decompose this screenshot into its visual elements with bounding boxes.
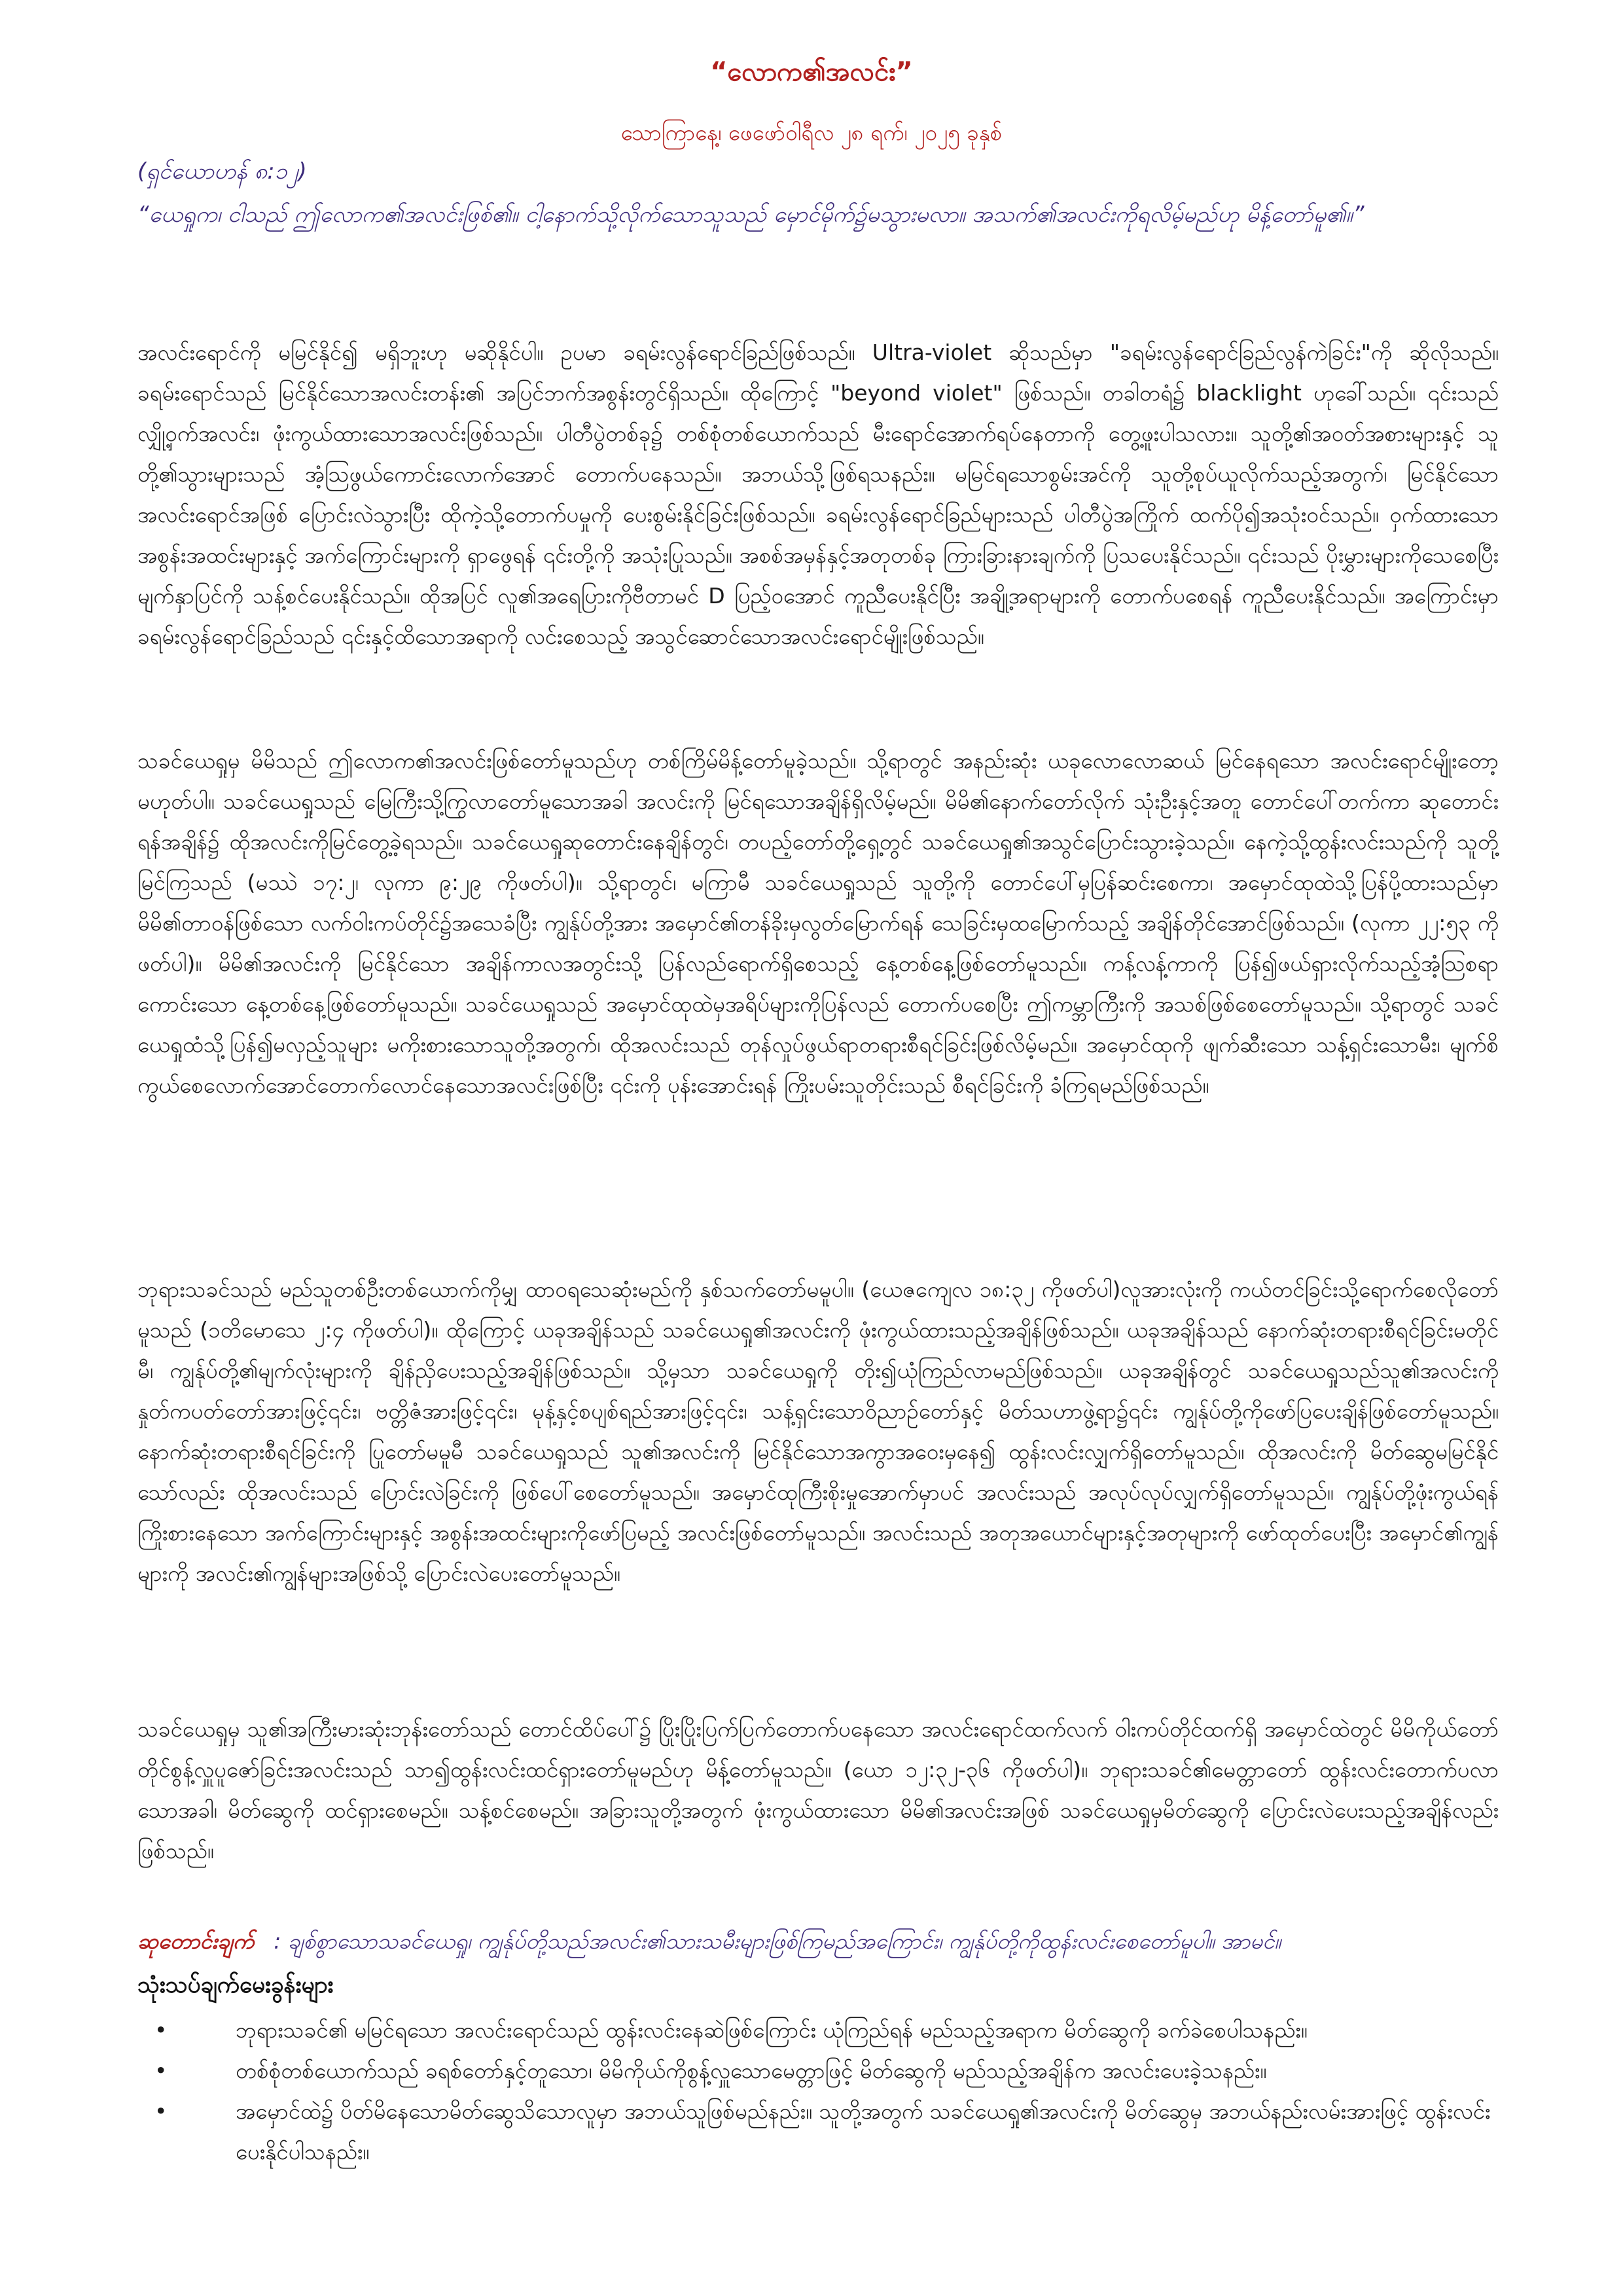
question-text: အမှောင်ထဲ၌ ပိတ်မိနေသောမိတ်ဆွေသိသောလူမှာ အဘယ်သူဖြစ်မည်နည်း။ သူတို့အတွက် သခင်ယေရှု၏အလင်းကို မိတ်ဆွေမှ အဘယ်နည်းလမ်းအားဖြင့် ထွန်းလင်းပေးနိုင်ပါသနည်း။ xyxy=(236,2098,1491,2164)
date-line: သောကြာနေ့၊ ဖေဖော်ဝါရီလ ၂၈ ရက်၊ ၂၀၂၅ ခုနှစ် xyxy=(620,120,1003,145)
scripture-reference: (ရှင်ယောဟန် ၈:၁၂) xyxy=(137,158,307,185)
body-paragraph-2: သခင်ယေရှုမှ မိမိသည် ဤလောက၏အလင်းဖြစ်တော်မူသည်ဟု တစ်ကြိမ်မိန့်တော်မူခဲ့သည်။ သို့ရာတွင် အနည်းဆုံး ယခုလောလောဆယ် မြင်နေရသော အလင်းရောင်မျိုးတော့ မဟုတ်ပါ။ သခင်ယေရှုသည် မြေကြီးသို့ကြွလာတော်မူသောအခါ အလင်းကို မြင်ရသောအချိန်ရှိလိမ့်မည်။ မိမိ၏နောက်တော်လိုက် သုံးဦးနှင့်အတူ တောင်ပေါ်တက်ကာ ဆုတောင်းရန်အချိန်၌ ထိုအလင်းကိုမြင်တွေ့ခဲ့ရသည်။ သခင်ယေရှုဆုတောင်းနေချိန်တွင်၊ တပည့်တော်တို့ရှေ့တွင် သခင်ယေရှု၏အသွင်ပြောင်းသွားခဲ့သည်။ နေကဲ့သို့ထွန်းလင်းသည်ကို သူတို့မြင်ကြသည် (မဿဲ ၁၇:၂၊ လုကာ ၉:၂၉ ကိုဖတ်ပါ)။ သို့ရာတွင်၊ မကြာမီ သခင်ယေရှုသည် သူတို့ကို တောင်ပေါ်မှပြန်ဆင်းစေကာ၊ အမှောင်ထုထဲသို့ပြန်ပို့ထားသည်မှာ မိမိ၏တာဝန်ဖြစ်သော လက်ဝါးကပ်တိုင်၌အသေခံပြီး ကျွန်ုပ်တို့အား အမှောင်၏တန်ခိုးမှလွတ်မြောက်ရန် သေခြင်းမှထမြောက်သည့် အချိန်တိုင်အောင်ဖြစ်သည်။ (လုကာ ၂၂:၅၃ ကိုဖတ်ပါ)။ မိမိ၏အလင်းကို မြင်နိုင်သော အချိန်ကာလအတွင်းသို့ ပြန်လည်ရောက်ရှိစေသည့် နေ့တစ်နေ့ဖြစ်တော်မူသည်။ ကန့်လန့်ကာကို ပြန်၍ဖယ်ရှားလိုက်သည့်အံ့သြစရာကောင်းသော နေ့တစ်နေ့ဖြစ်တော်မူသည်။ သခင်ယေရှုသည် အမှောင်ထုထဲမှအရိပ်များကိုပြန်လည် တောက်ပစေပြီး ဤကမ္ဘာကြီးကို အသစ်ဖြစ်စေတော်မူသည်။ သို့ရာတွင် သခင်ယေရှုထံသို့ပြန်၍မလှည့်သူများ မကိုးစားသောသူတို့အတွက်၊ ထိုအလင်းသည် တုန်လှုပ်ဖွယ်ရာတရားစီရင်ခြင်းဖြစ်လိမ့်မည်။ အမှောင်ထုကို ဖျက်ဆီးသော သန့်ရှင်းသောမီး၊ မျက်စိကွယ်စေလောက်အောင်တောက်လောင်နေသောအလင်းဖြစ်ပြီး ၎င်းကို ပုန်းအောင်းရန် ကြိုးပမ်းသူတိုင်းသည် စီရင်ခြင်းကို ခံကြရမည်ဖြစ်သည်။ xyxy=(137,748,1499,1098)
bullet-icon: • xyxy=(154,2058,168,2083)
list-item xyxy=(137,2010,1499,2051)
prayer-label: ဆုတောင်းချက် xyxy=(137,1928,255,1954)
bullet-icon: • xyxy=(154,2098,168,2124)
page-title: “လောက၏အလင်း” xyxy=(710,57,913,87)
question-text: တစ်စုံတစ်ယောက်သည် ခရစ်တော်နှင့်တူသော၊ မိမိကိုယ်ကိုစွန့်လှူသောမေတ္တာဖြင့် မိတ်ဆွေကို မည်သည့်အချိန်က အလင်းပေးခဲ့သနည်း။ xyxy=(236,2058,1267,2083)
reflection-heading: သုံးသပ်ချက်မေးခွန်းများ xyxy=(137,1972,334,1998)
question-text: ဘုရားသခင်၏ မမြင်ရသော အလင်းရောင်သည် ထွန်းလင်းနေဆဲဖြစ်ကြောင်း ယုံကြည်ရန် မည်သည့်အရာက မိတ်ဆွေကို ခက်ခဲစေပါသနည်း။ xyxy=(236,2017,1308,2043)
list-item xyxy=(137,2091,1499,2172)
body-paragraph-4: သခင်ယေရှုမှ သူ၏အကြီးမားဆုံးဘုန်းတော်သည် တောင်ထိပ်ပေါ်၌ ပြိုးပြိုးပြက်ပြက်တောက်ပနေသော အလင်းရောင်ထက်လက် ဝါးကပ်တိုင်ထက်ရှိ အမှောင်ထဲတွင် မိမိကိုယ်တော်တိုင်စွန့်လှူပူဇော်ခြင်းအလင်းသည် သာ၍ထွန်းလင်းထင်ရှားတော်မူမည်ဟု မိန့်တော်မူသည်။ (ယော ၁၂:၃၂-၃၆ ကိုဖတ်ပါ)။ ဘုရားသခင်၏မေတ္တာတော် ထွန်းလင်းတောက်ပလာသောအခါ၊ မိတ်ဆွေကို ထင်ရှားစေမည်။ သန့်စင်စေမည်။ အခြားသူတို့အတွက် ဖုံးကွယ်ထားသော မိမိ၏အလင်းအဖြစ် သခင်ယေရှုမှမိတ်ဆွေကို ပြောင်းလဲပေးသည့်အချိန်လည်းဖြစ်သည်။ xyxy=(137,1716,1499,1863)
list-item xyxy=(137,2051,1499,2091)
prayer-block xyxy=(137,1921,1499,1962)
prayer-text: : ချစ်စွာသောသခင်ယေရှု၊ ကျွန်ုပ်တို့သည်အလင်း၏သားသမီးများဖြစ်ကြမည်အကြောင်း၊ ကျွန်ုပ်တို့ကိုထွန်းလင်းစေတော်မူပါ။ အာမင်။ xyxy=(274,1928,1281,1954)
scripture-verse: “ယေရှုက၊ ငါသည် ဤလောက၏အလင်းဖြစ်၏။ ငါ့နောက်သို့လိုက်သောသူသည် မှောင်မိုက်၌မသွားမလာ။ အသက်၏အလင်းကိုရလိမ့်မည်ဟု မိန့်တော်မူ၏။” xyxy=(137,202,1364,228)
body-paragraph-1: အလင်းရောင်ကို မမြင်နိုင်၍ မရှိဘူးဟု မဆိုနိုင်ပါ။ ဥပမာ ခရမ်းလွန်ရောင်ခြည်ဖြစ်သည်။ Ultra-violet ဆိုသည်မှာ "ခရမ်းလွန်ရောင်ခြည်လွန်ကဲခြင်း"ကို ဆိုလိုသည်။ ခရမ်းရောင်သည် မြင်နိုင်သောအလင်းတန်း၏ အပြင်ဘက်အစွန်းတွင်ရှိသည်။ ထိုကြောင့် "beyond violet" ဖြစ်သည်။ တခါတရံ၌ blacklight ဟုခေါ်သည်။ ၎င်းသည် လျှို့ဝှက်အလင်း၊ ဖုံးကွယ်ထားသောအလင်းဖြစ်သည်။ ပါတီပွဲတစ်ခု၌ တစ်စုံတစ်ယောက်သည် မီးရောင်အောက်ရပ်နေတာကို တွေ့ဖူးပါသလား။ သူတို့၏အဝတ်အစားများနှင့် သူတို့၏သွားများသည် အံ့သြဖွယ်ကောင်းလောက်အောင် တောက်ပနေသည်။ အဘယ်သို့ဖြစ်ရသနည်း။ မမြင်ရသောစွမ်းအင်ကို သူတို့စုပ်ယူလိုက်သည့်အတွက်၊ မြင်နိုင်သောအလင်းရောင်အဖြစ် ပြောင်းလဲသွားပြီး ထိုကဲ့သို့တောက်ပမှုကို ပေးစွမ်းနိုင်ခြင်းဖြစ်သည်။ ခရမ်းလွန်ရောင်ခြည်များသည် ပါတီပွဲအကြိုက် ထက်ပို၍အသုံးဝင်သည်။ ဝှက်ထားသောအစွန်းအထင်းများနှင့် အက်ကြောင်းများကို ရှာဖွေရန် ၎င်းတို့ကို အသုံးပြုသည်။ အစစ်အမှန်နှင့်အတုတစ်ခု ကြားခြားနားချက်ကို ပြသပေးနိုင်သည်။ ၎င်းသည် ပိုးမွှားများကိုသေစေပြီး မျက်နှာပြင်ကို သန့်စင်ပေးနိုင်သည်။ ထိုအပြင် လူ၏အရေပြားကိုဗီတာမင် D ပြည့်ဝအောင် ကူညီပေးနိုင်ပြီး အချို့အရာများကို တောက်ပစေရန် ကူညီပေးနိုင်သည်။ အကြောင်းမှာ ခရမ်းလွန်ရောင်ခြည်သည် ၎င်းနှင့်ထိသောအရာကို လင်းစေသည့် အသွင်ဆောင်သောအလင်းရောင်မျိုးဖြစ်သည်။ xyxy=(137,340,1499,649)
bullet-icon: • xyxy=(154,2017,168,2043)
body-paragraph-3: ဘုရားသခင်သည် မည်သူတစ်ဦးတစ်ယောက်ကိုမျှ ထာဝရသေဆုံးမည်ကို နှစ်သက်တော်မမူပါ။ (ယေဇကျေလ ၁၈:၃၂ ကိုဖတ်ပါ)လူအားလုံးကို ကယ်တင်ခြင်းသို့ရောက်စေလိုတော်မူသည် (၁တိမောသေ ၂:၄ ကိုဖတ်ပါ)။ ထိုကြောင့် ယခုအချိန်သည် သခင်ယေရှု၏အလင်းကို ဖုံးကွယ်ထားသည့်အချိန်ဖြစ်သည်။ ယခုအချိန်သည် နောက်ဆုံးတရားစီရင်ခြင်းမတိုင်မီ၊ ကျွန်ုပ်တို့၏မျက်လုံးများကို ချိန်ညှိပေးသည့်အချိန်ဖြစ်သည်။ သို့မှသာ သခင်ယေရှုကို တိုး၍ယုံကြည်လာမည်ဖြစ်သည်။ ယခုအချိန်တွင် သခင်ယေရှုသည်သူ၏အလင်းကို နှုတ်ကပတ်တော်အားဖြင့်၎င်း၊ ဗတ္တိဇံအားဖြင့်၎င်း၊ မုန့်နှင့်စပျစ်ရည်အားဖြင့်၎င်း၊ သန့်ရှင်းသောဝိညာဉ်တော်နှင့် မိတ်သဟာဖွဲ့ရာ၌၎င်း ကျွန်ုပ်တို့ကိုဖော်ပြပေးချိန်ဖြစ်တော်မူသည်။ နောက်ဆုံးတရားစီရင်ခြင်းကို ပြုတော်မမူမီ သခင်ယေရှုသည် သူ၏အလင်းကို မြင်နိုင်သောအကွာအဝေးမှနေ၍ ထွန်းလင်းလျှက်ရှိတော်မူသည်။ ထိုအလင်းကို မိတ်ဆွေမမြင်နိုင်သော်လည်း ထိုအလင်းသည် ပြောင်းလဲခြင်းကို ဖြစ်ပေါ်စေတော်မူသည်။ အမှောင်ထုကြီးစိုးမှုအောက်မှာပင် အလင်းသည် အလုပ်လုပ်လျှက်ရှိတော်မူသည်။ ကျွန်ုပ်တို့ဖုံးကွယ်ရန် ကြိုးစားနေသော အက်ကြောင်းများနှင့် အစွန်းအထင်းများကိုဖော်ပြမည့် အလင်းဖြစ်တော်မူသည်။ အလင်းသည် အတုအယောင်များနှင့်အတုများကို ဖော်ထုတ်ပေးပြီး အမှောင်၏ကျွန်များကို အလင်း၏ကျွန်များအဖြစ်သို့ ပြောင်းလဲပေးတော်မူသည်။ xyxy=(137,1277,1499,1586)
reflection-list xyxy=(137,2010,1499,2172)
